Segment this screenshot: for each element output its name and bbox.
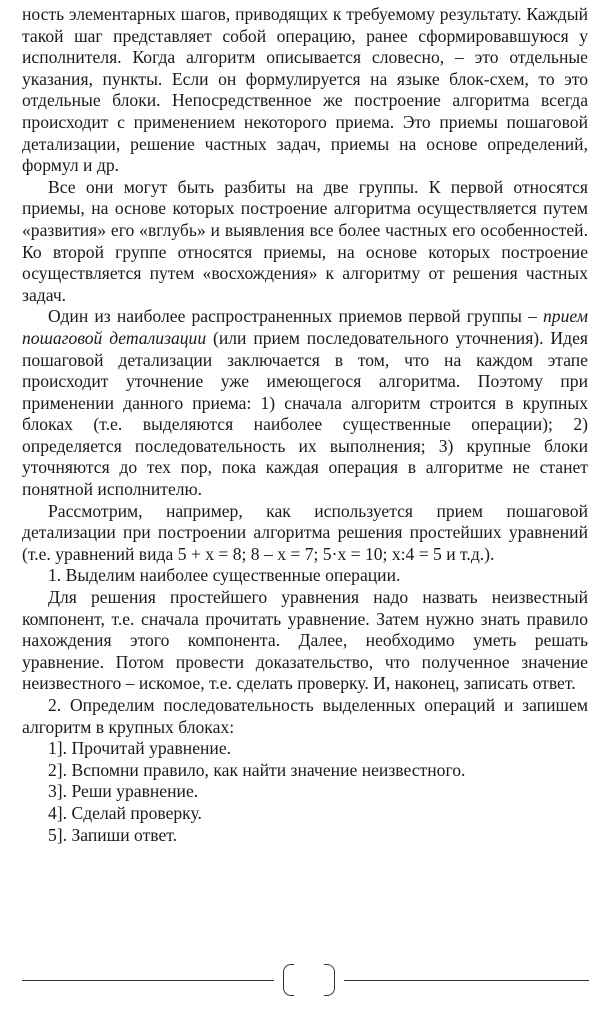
paragraph-3-end: (или прием последовательного уточнения). Идея пошаговой детализации заключается в том, что на каждом этапе происходит уточнение уже имеющегося алгоритма. Поэтому при применении данного приема: 1) сначала алгоритм строится в крупных блоках (т.е. выделяются наиболее существенные операции); 2) определяется последовательность их выполнения; 3) крупные блоки уточняются до тех пор, пока каждая операция в алгоритме не станет понятной исполнителю. (22, 327, 588, 500)
paragraph-1: ность элементарных шагов, приводящих к требуемому результату. Каждый такой шаг представляет собой операцию, ранее сформировавшуюся у исполнителя. Когда алгоритм описывается словесно, – это отдельные указания, пункты. Если он формулируется на языке блок-схем, то это отдельные блоки. Непосредственное же построение алгоритма всегда происходит с применением некоторого приема. Это приемы пошаговой детализации, решение частных задач, приемы на основе определений, формул и др. (22, 4, 588, 176)
algorithm-step-2: 2]. Вспомни правило, как найти значение неизвестного. (48, 759, 466, 780)
body-text (22, 4, 588, 846)
paragraph-2: Все они могут быть разбиты на две группы. К первой относятся приемы, на основе которых построение алгоритма осуществляется путем «развития» его «вглубь» и выявления все более частных его особенностей. Ко второй группе относятся приемы, на основе которых построение осуществляется путем «восхождения» к алгоритму от решения частных задач. (22, 176, 588, 305)
right-brace-icon (324, 964, 335, 996)
algorithm-step-3: 3]. Реши уравнение. (48, 781, 199, 802)
algorithm-step-5: 5]. Запиши ответ. (48, 824, 178, 845)
paragraph-3-start: Один из наиболее распространенных приемов первой группы – (48, 306, 543, 327)
step-2-heading: 2. Определим последовательность выделенных операций и запишем алгоритм в крупных блоках: (22, 695, 588, 737)
step-1-heading: 1. Выделим наиболее существенные операции. (48, 565, 401, 586)
left-brace-icon (283, 964, 294, 996)
paragraph-3 (22, 306, 588, 500)
emphasized-term: прием пошаговой детализации (22, 306, 588, 348)
algorithm-step-1: 1]. Прочитай уравнение. (48, 738, 232, 759)
footer-rule-left (22, 980, 274, 981)
paragraph-4: Рассмотрим, например, как используется прием пошаговой детализации при построении алгоритма решения простейших уравнений (т.е. уравнений вида 5 + x = 8; 8 – x = 7; 5·x = 10; x:4 = 5 и т.д.). (22, 500, 588, 564)
algorithm-step-4: 4]. Сделай проверку. (48, 802, 202, 823)
paragraph-5: Для решения простейшего уравнения надо назвать неизвестный компонент, т.е. сначала прочитать уравнение. Затем нужно знать правило нахождения этого компонента. Далее, необходимо уметь решать уравнение. Потом провести доказательство, что полученное значение неизвестного – искомое, т.е. сделать проверку. И, наконец, записать ответ. (22, 587, 588, 694)
page-footer (0, 958, 607, 998)
footer-rule-right (344, 980, 589, 981)
